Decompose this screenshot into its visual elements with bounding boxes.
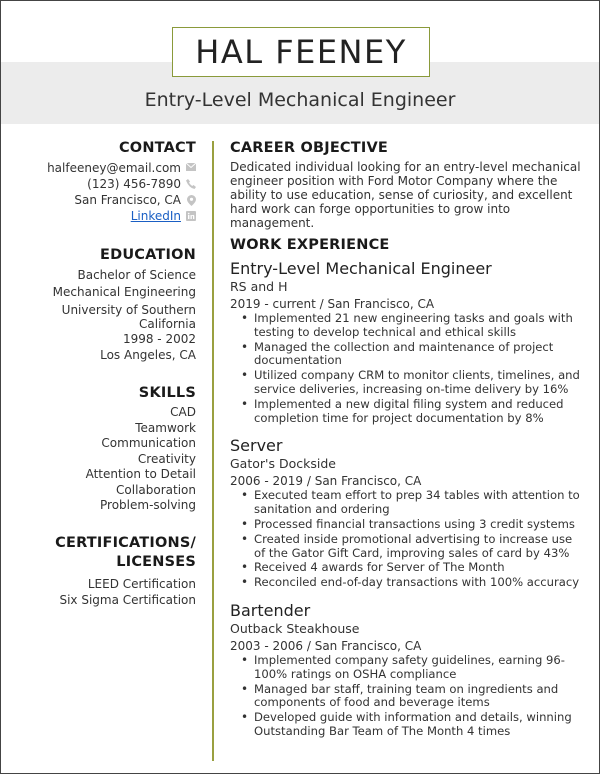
job-title: Server (230, 436, 283, 456)
contact-location-row (11, 192, 196, 208)
career-objective-text: Dedicated individual looking for an entry-level mechanical engineer position with Ford Motor Company where the ability to use education, sense of curiosity, and excellent hard work can forge opportunities to grow into management. (230, 160, 581, 230)
bullet-item: • Executed team effort to prep 34 tables with attention to sanitation and ordering (230, 489, 585, 517)
name-box (172, 27, 430, 77)
job-bullets (230, 489, 585, 590)
work-experience-section (230, 237, 585, 740)
bullet-item: • Processed financial transactions using 3 credit systems (230, 518, 585, 532)
job-title: Bartender (230, 600, 311, 620)
bullet-item: • Implemented a new digital filing system and reduced completion time for project documentation by 8% (230, 398, 585, 426)
job-meta: 2006 - 2019 / San Francisco, CA (230, 474, 422, 489)
education-degree: Bachelor of Science (77, 268, 196, 282)
job-title-subtitle: Entry-Level Mechanical Engineer (144, 89, 456, 111)
skill-item: CAD (170, 405, 196, 419)
education-section (11, 247, 196, 363)
skill-item: Communication (101, 436, 196, 450)
candidate-name: HAL FEENEY (195, 33, 407, 71)
bullet-item: • Implemented company safety guidelines, earning 96-100% ratings on OSHA compliance (230, 654, 585, 682)
job-entry (230, 601, 585, 739)
career-objective-heading: CAREER OBJECTIVE (230, 140, 388, 156)
bullet-item: • Received 4 awards for Server of The Month (230, 561, 585, 575)
skill-item: Problem-solving (100, 498, 196, 512)
bullet-item: • Utilized company CRM to monitor clients, timelines, and service deliveries, increasing on-time delivery by 16% (230, 369, 585, 397)
skill-item: Collaboration (116, 482, 196, 497)
contact-location: San Francisco, CA (74, 193, 181, 207)
bullet-item: • Developed guide with information and details, winning Outstanding Bar Team of The Month 4 times (230, 711, 585, 739)
job-entry (230, 259, 585, 425)
linkedin-icon (186, 211, 196, 221)
job-bullets (230, 654, 585, 739)
certification-item: LEED Certification (87, 577, 196, 591)
contact-email[interactable]: halfeeney@email.com (47, 161, 181, 175)
contact-linkedin-row (11, 208, 196, 224)
bullet-item: • Reconciled end-of-day transactions with 100% accuracy (230, 576, 585, 590)
skill-item: Attention to Detail (85, 467, 196, 481)
job-title: Entry-Level Mechanical Engineer (230, 259, 492, 278)
education-years: 1998 - 2002 (122, 332, 196, 346)
job-meta: 2003 - 2006 / San Francisco, CA (230, 638, 422, 653)
envelope-icon (186, 163, 196, 173)
job-meta: 2019 - current / San Francisco, CA (230, 297, 435, 311)
contact-phone: (123) 456-7890 (87, 177, 181, 191)
skills-heading: SKILLS (138, 385, 196, 401)
map-pin-icon (186, 195, 196, 205)
work-experience-heading: WORK EXPERIENCE (230, 237, 390, 253)
education-school-line2: California (139, 317, 196, 331)
bullet-item: • Implemented 21 new engineering tasks and goals with testing to develop technical and ethical skills (230, 312, 585, 340)
contact-section (11, 140, 196, 224)
education-heading: EDUCATION (99, 247, 196, 263)
bullet-item: • Created inside promotional advertising to increase use of the Gator Gift Card, improving sales of card by 43% (230, 533, 585, 561)
bullet-item: • Managed the collection and maintenance of project documentation (230, 341, 585, 369)
education-location: Los Angeles, CA (100, 348, 196, 362)
column-divider (212, 141, 214, 761)
certification-item: Six Sigma Certification (59, 592, 196, 607)
linkedin-link[interactable]: LinkedIn (130, 209, 181, 223)
job-company: RS and H (230, 279, 288, 294)
education-field: Mechanical Engineering (52, 285, 196, 299)
job-company: Gator's Dockside (230, 456, 336, 472)
certifications-section (11, 534, 196, 608)
job-bullets (230, 312, 585, 425)
contact-phone-row (11, 176, 196, 192)
education-school-line1: University of Southern (61, 303, 196, 317)
skills-section (11, 385, 196, 514)
phone-icon (186, 179, 196, 189)
job-entry (230, 436, 585, 590)
job-company: Outback Steakhouse (230, 620, 360, 636)
contact-heading: CONTACT (118, 140, 196, 156)
career-objective-section (230, 140, 585, 230)
certifications-heading-line1: CERTIFICATIONS/ (55, 535, 196, 551)
skill-item: Creativity (137, 451, 196, 466)
bullet-item: • Managed bar staff, training team on ingredients and components of food and beverage items (230, 683, 585, 711)
skill-item: Teamwork (135, 420, 196, 435)
certifications-heading-line2: LICENSES (116, 554, 196, 570)
contact-email-row (11, 160, 196, 176)
